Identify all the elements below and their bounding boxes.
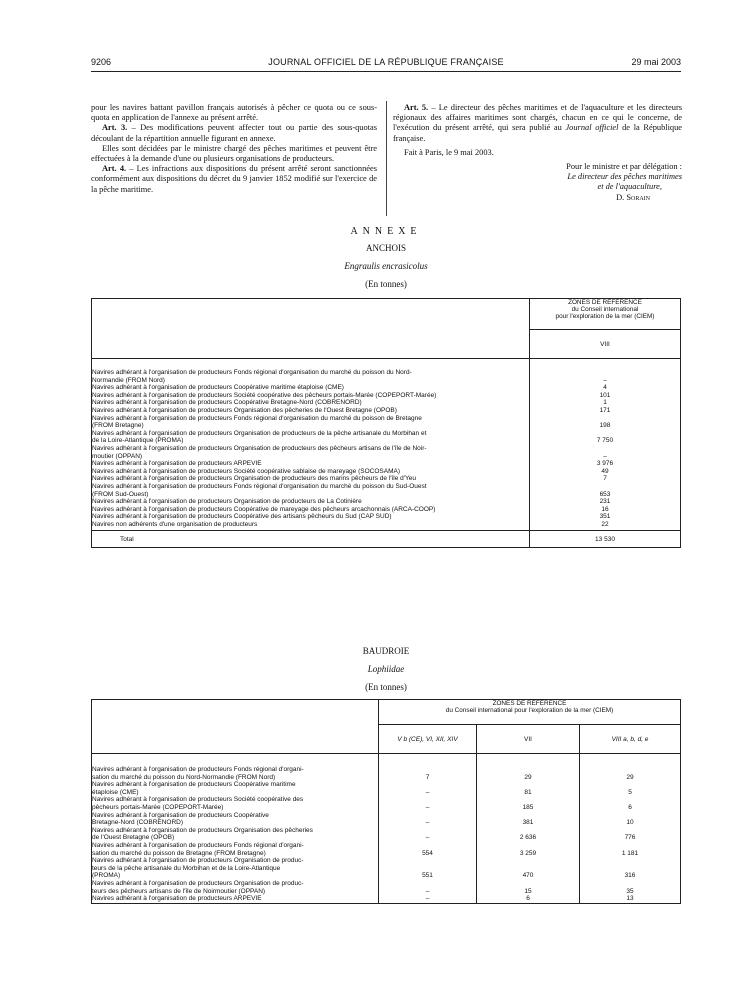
signatory-name: D. Sorain bbox=[616, 192, 650, 202]
article-text: de la République française. bbox=[393, 123, 683, 143]
table-row-label: teurs des pêcheurs artisans de l'île de Noirmoutier (OPPAN) bbox=[92, 887, 266, 895]
table-row-label: de la Loire-Atlantique (PROMA) bbox=[92, 437, 184, 445]
table-row-label: étaploise (CME) bbox=[92, 788, 139, 796]
table-cell-value: – bbox=[603, 376, 607, 384]
table-row-label: Navires adhérant à l'organisation de producteurs Organisation de producteurs des marins pêcheurs de l'île d'Yeu bbox=[92, 475, 416, 483]
table-row-label: Navires adhérant à l'organisation de producteurs Société coopérative des pêcheurs portais-Marée (COPEPORT-Marée) bbox=[92, 391, 437, 399]
table-cell-value: 551 bbox=[422, 872, 433, 880]
table-row-label: moutier (OPPAN) bbox=[92, 452, 143, 460]
table-row-label: Navires adhérant à l'organisation de producteurs Coopérative bbox=[92, 811, 269, 819]
table-row-label: Navires adhérant à l'organisation de producteurs Organisation des pêcheries de l'Ouest Bretagne (OPOB) bbox=[92, 406, 397, 414]
table-row-label: (FROM Sud-Ouest) bbox=[92, 490, 149, 498]
table-row-label: de l'Ouest Bretagne (OPOB) bbox=[92, 834, 175, 842]
table-row-spacer bbox=[580, 781, 680, 789]
table-row-label: Navires adhérant à l'organisation de producteurs Fonds régional d'organi- bbox=[92, 841, 304, 849]
zone-header bbox=[530, 299, 681, 330]
baudroie-table bbox=[91, 699, 681, 904]
table-cell-value: 470 bbox=[522, 872, 534, 880]
table-row-label: (FROM Bretagne) bbox=[92, 422, 144, 430]
table-row-spacer bbox=[580, 865, 680, 873]
table-header-blank bbox=[92, 700, 379, 754]
table-cell-value: 16 bbox=[601, 505, 609, 513]
table-row-label: Navires adhérant à l'organisation de producteurs Fonds régional d'organi- bbox=[92, 766, 304, 773]
table-cell-value: 776 bbox=[624, 834, 636, 842]
table-cell-value: 29 bbox=[626, 773, 634, 781]
table-row-spacer bbox=[477, 766, 579, 774]
table-row-spacer bbox=[530, 445, 680, 453]
table-cell-value: 3 976 bbox=[596, 460, 614, 468]
table-cell-value: – bbox=[603, 452, 607, 460]
article-text: – Le directeur des pêches maritimes et de l'aquaculture et les directeurs régionaux des affaires maritimes sont chargés, chacun en ce qui le concerne, de l'exécution du présent arrêté, qui sera publié au bbox=[393, 103, 682, 133]
table-row-label: Navires adhérant à l'organisation de producteurs Coopérative des artisans pêcheurs du Sud (CAP SUD) bbox=[92, 513, 392, 521]
baudroie-labels bbox=[92, 754, 379, 904]
species-title-baudroie: BAUDROIE bbox=[362, 646, 410, 656]
table-cell-value: 3 259 bbox=[519, 849, 537, 857]
table-row-label: Navires adhérant à l'organisation de producteurs Coopérative maritime bbox=[92, 781, 296, 789]
table-row-label: Navires adhérant à l'organisation de producteurs Organisation de producteurs de la pêche artisanale du Morbihan et bbox=[92, 429, 427, 437]
table-row-spacer bbox=[379, 766, 476, 774]
table-row-spacer bbox=[477, 827, 579, 835]
article-text: – Des modifications peuvent affecter tout ou partie des sous-quotas découlant de la répartition annuelle figurant en annexe. bbox=[91, 123, 377, 143]
table-cell-value: – bbox=[425, 834, 430, 842]
table-row-spacer bbox=[379, 812, 476, 820]
baudroie-values-zone-3 bbox=[580, 754, 681, 904]
table-cell-value: – bbox=[425, 803, 430, 811]
table-cell-value: 81 bbox=[524, 788, 532, 796]
paragraph: Elles sont décidées par le ministre chargé des pêches maritimes et peuvent être effectuées à la demande d'une ou plusieurs organisations de producteurs. bbox=[91, 143, 377, 164]
table-cell-value: 351 bbox=[599, 513, 611, 521]
table-cell-value: 13 bbox=[626, 895, 634, 903]
table-cell-value: 1 bbox=[603, 399, 607, 407]
signature-line: et de l'aquaculture, bbox=[597, 182, 662, 192]
table-cell-value: 7 bbox=[425, 773, 430, 781]
journal-title: JOURNAL OFFICIEL DE LA RÉPUBLIQUE FRANÇAISE bbox=[268, 57, 504, 67]
table-cell-value: 22 bbox=[601, 520, 609, 528]
journal-name: Journal officiel bbox=[565, 123, 619, 133]
table-row-spacer bbox=[580, 880, 680, 888]
zone-header-line: pour l'exploration de la mer (CIEM) bbox=[555, 313, 655, 321]
table-row-spacer bbox=[379, 796, 476, 804]
table-cell-value: – bbox=[425, 819, 430, 827]
table-row-spacer bbox=[379, 857, 476, 865]
table-cell-value: 29 bbox=[524, 773, 532, 781]
table-row-spacer bbox=[580, 857, 680, 865]
table-row-spacer bbox=[379, 880, 476, 888]
table-cell-value: 185 bbox=[522, 803, 534, 811]
zone-header bbox=[379, 700, 681, 725]
baudroie-values-zone-2 bbox=[477, 754, 580, 904]
table-cell-value: 10 bbox=[626, 819, 634, 827]
signature-line: Pour le ministre et par délégation : bbox=[566, 162, 682, 172]
article-label: Art. 4. bbox=[102, 164, 127, 174]
table-cell-value: 7 bbox=[603, 475, 607, 483]
baudroie-values-zone-1 bbox=[379, 754, 477, 904]
column-divider bbox=[386, 101, 387, 216]
table-row-spacer bbox=[580, 812, 680, 820]
unit-label: (En tonnes) bbox=[365, 682, 407, 692]
table-row-label: Navires adhérant à l'organisation de producteurs Coopérative Bretagne-Nord (COBRENORD) bbox=[92, 399, 362, 407]
species-latin-anchois: Engraulis encrasicolus bbox=[344, 261, 428, 271]
table-row-label: Navires non adhérents d'une organisation de producteurs bbox=[92, 520, 258, 528]
table-row-spacer bbox=[477, 796, 579, 804]
table-row-label: Navires adhérant à l'organisation de producteurs ARPEVIE bbox=[92, 460, 262, 468]
table-cell-value: 6 bbox=[526, 895, 530, 903]
table-cell-value: 1 181 bbox=[621, 849, 639, 857]
table-cell-value: – bbox=[425, 887, 430, 895]
table-cell-value: 7 750 bbox=[596, 437, 614, 445]
zone-column-header bbox=[379, 725, 477, 754]
left-column bbox=[91, 103, 377, 195]
zone-label: V b (CE), VI, XII, XIV bbox=[397, 735, 458, 743]
table-row-label: Navires adhérant à l'organisation de producteurs Organisation de producteurs des pêcheurs artisans de l'île de Noir- bbox=[92, 444, 427, 452]
table-row-label: Navires adhérant à l'organisation de producteurs Société coopérative sablaise de mareyage (SOCOSAMA) bbox=[92, 467, 400, 475]
table-cell-value: 101 bbox=[599, 391, 611, 399]
annexe-title: ANNEXE bbox=[350, 226, 422, 237]
table-cell-value: 4 bbox=[603, 384, 607, 392]
table-row-label: Navires adhérant à l'organisation de producteurs Organisation de produc- bbox=[92, 879, 304, 887]
table-row-label: Navires adhérant à l'organisation de producteurs Fonds régional d'organisation du marché du poisson du Nord- bbox=[92, 369, 412, 376]
article-label: Art. 5. bbox=[404, 103, 429, 112]
table-cell-value: 554 bbox=[422, 849, 433, 857]
total-value: 13 530 bbox=[530, 531, 681, 548]
table-row-label: (PROMA) bbox=[92, 872, 121, 880]
right-column bbox=[393, 103, 682, 203]
table-row-label: Navires adhérant à l'organisation de producteurs ARPEVIE bbox=[92, 895, 262, 903]
table-row-spacer bbox=[477, 812, 579, 820]
table-row-label: Navires adhérant à l'organisation de producteurs Organisation des pêcheries bbox=[92, 826, 313, 834]
table-row-spacer bbox=[530, 369, 680, 377]
table-row-spacer bbox=[477, 865, 579, 873]
species-title-anchois: ANCHOIS bbox=[365, 243, 406, 253]
zone-column-header: VIII bbox=[530, 330, 681, 359]
table-row-spacer bbox=[379, 781, 476, 789]
table-row-label: Navires adhérant à l'organisation de producteurs Fonds régional d'organisation du marché du poisson du Sud-Ouest bbox=[92, 482, 427, 490]
signature-block bbox=[393, 162, 682, 203]
zone-header-line: ZONES DE RÉFÉRENCE bbox=[492, 700, 567, 707]
table-row-label: Navires adhérant à l'organisation de producteurs Coopérative maritime étaploise (CME) bbox=[92, 384, 344, 392]
table-row-spacer bbox=[580, 827, 680, 835]
table-row-spacer bbox=[580, 766, 680, 774]
table-row-spacer bbox=[477, 781, 579, 789]
table-cell-value: 231 bbox=[599, 498, 611, 506]
table-cell-value: – bbox=[425, 895, 430, 903]
table-cell-value: 198 bbox=[599, 422, 611, 430]
table-row-label: Normandie (FROM Nord) bbox=[92, 376, 165, 384]
header-rule bbox=[91, 71, 681, 72]
table-row-spacer bbox=[477, 857, 579, 865]
table-row-label: sation du marché du poisson de Bretagne (FROM Bretagne) bbox=[92, 849, 266, 857]
page-number: 9206 bbox=[91, 57, 112, 67]
table-cell-value: 5 bbox=[628, 788, 632, 796]
article-label: Art. 3. bbox=[102, 123, 128, 133]
table-header-blank bbox=[92, 299, 530, 359]
zone-column-header: VII bbox=[477, 725, 580, 754]
signing-place-date: Fait à Paris, le 9 mai 2003. bbox=[404, 147, 494, 157]
article-text: – Les infractions aux dispositions du présent arrêté seront sanctionnées conformément aux dispositions du décret du 9 janvier 1852 modifié sur l'exercice de la pêche maritime. bbox=[91, 164, 377, 194]
table-row-label: Navires adhérant à l'organisation de producteurs Société coopérative des bbox=[92, 796, 304, 804]
table-cell-value: 2 636 bbox=[519, 834, 537, 842]
table-row-label: pêcheurs portais-Marée (COPEPORT-Marée) bbox=[92, 803, 224, 811]
table-row-spacer bbox=[379, 865, 476, 873]
table-row-label: Bretagne-Nord (COBRENORD) bbox=[92, 819, 184, 827]
table-row-label: Navires adhérant à l'organisation de producteurs Coopérative de mareyage des pêcheurs arcachonnais (ARCA-COOP) bbox=[92, 505, 436, 513]
table-cell-value: 316 bbox=[624, 872, 636, 880]
article-3 bbox=[91, 123, 377, 143]
table-row-spacer bbox=[477, 880, 579, 888]
article-4 bbox=[91, 164, 377, 195]
table-cell-value: – bbox=[425, 788, 430, 796]
table-cell-value: 653 bbox=[599, 490, 611, 498]
zone-column-header bbox=[580, 725, 681, 754]
table-row-spacer bbox=[580, 842, 680, 850]
table-row-spacer bbox=[580, 796, 680, 804]
species-latin-baudroie: Lophiidae bbox=[367, 664, 405, 674]
table-row-spacer bbox=[530, 430, 680, 438]
table-row-spacer bbox=[530, 415, 680, 423]
table-cell-value: 15 bbox=[524, 887, 532, 895]
table-cell-value: 49 bbox=[601, 467, 609, 475]
table-row-label: Navires adhérant à l'organisation de producteurs Organisation de produc- bbox=[92, 857, 304, 865]
table-row-label: Navires adhérant à l'organisation de producteurs Organisation de producteurs de La Cotinière bbox=[92, 498, 362, 506]
table-row-spacer bbox=[379, 842, 476, 850]
table-row-spacer bbox=[379, 827, 476, 835]
zone-label: VIII a, b, d, e bbox=[611, 735, 649, 743]
article-5 bbox=[393, 103, 682, 144]
paragraph: pour les navires battant pavillon français autorisés à pêcher ce quota ou ce sous-quota en application de l'annexe au présent arrêté. bbox=[91, 103, 377, 123]
total-label: Total bbox=[92, 531, 530, 548]
zone-header-line: ZONES DE RÉFÉRENCE bbox=[568, 299, 642, 306]
table-cell-value: 171 bbox=[599, 406, 611, 414]
table-cell-value: 381 bbox=[522, 819, 534, 827]
table-row-spacer bbox=[477, 842, 579, 850]
page-header bbox=[91, 57, 681, 71]
unit-label: (En tonnes) bbox=[365, 279, 407, 289]
table-row-spacer bbox=[530, 483, 680, 491]
table-row-label: teurs de la pêche artisanale du Morbihan et de la Loire-Atlantique bbox=[92, 864, 281, 872]
anchois-labels bbox=[92, 359, 530, 531]
table-cell-value: 35 bbox=[626, 887, 634, 895]
anchois-values bbox=[530, 359, 681, 531]
signature-line: Le directeur des pêches maritimes bbox=[567, 172, 682, 182]
table-row-label: Navires adhérant à l'organisation de producteurs Fonds régional d'organisation du marché du poisson de Bretagne bbox=[92, 414, 422, 422]
zone-header-line: du Conseil international pour l'exploration de la mer (CIEM) bbox=[445, 707, 614, 715]
anchois-table bbox=[91, 298, 681, 548]
issue-date: 29 mai 2003 bbox=[631, 57, 681, 67]
zone-header-line: du Conseil international bbox=[571, 306, 639, 314]
table-cell-value: 6 bbox=[628, 803, 632, 811]
table-row-label: sation du marché du poisson du Nord-Normandie (FROM Nord) bbox=[92, 773, 276, 781]
